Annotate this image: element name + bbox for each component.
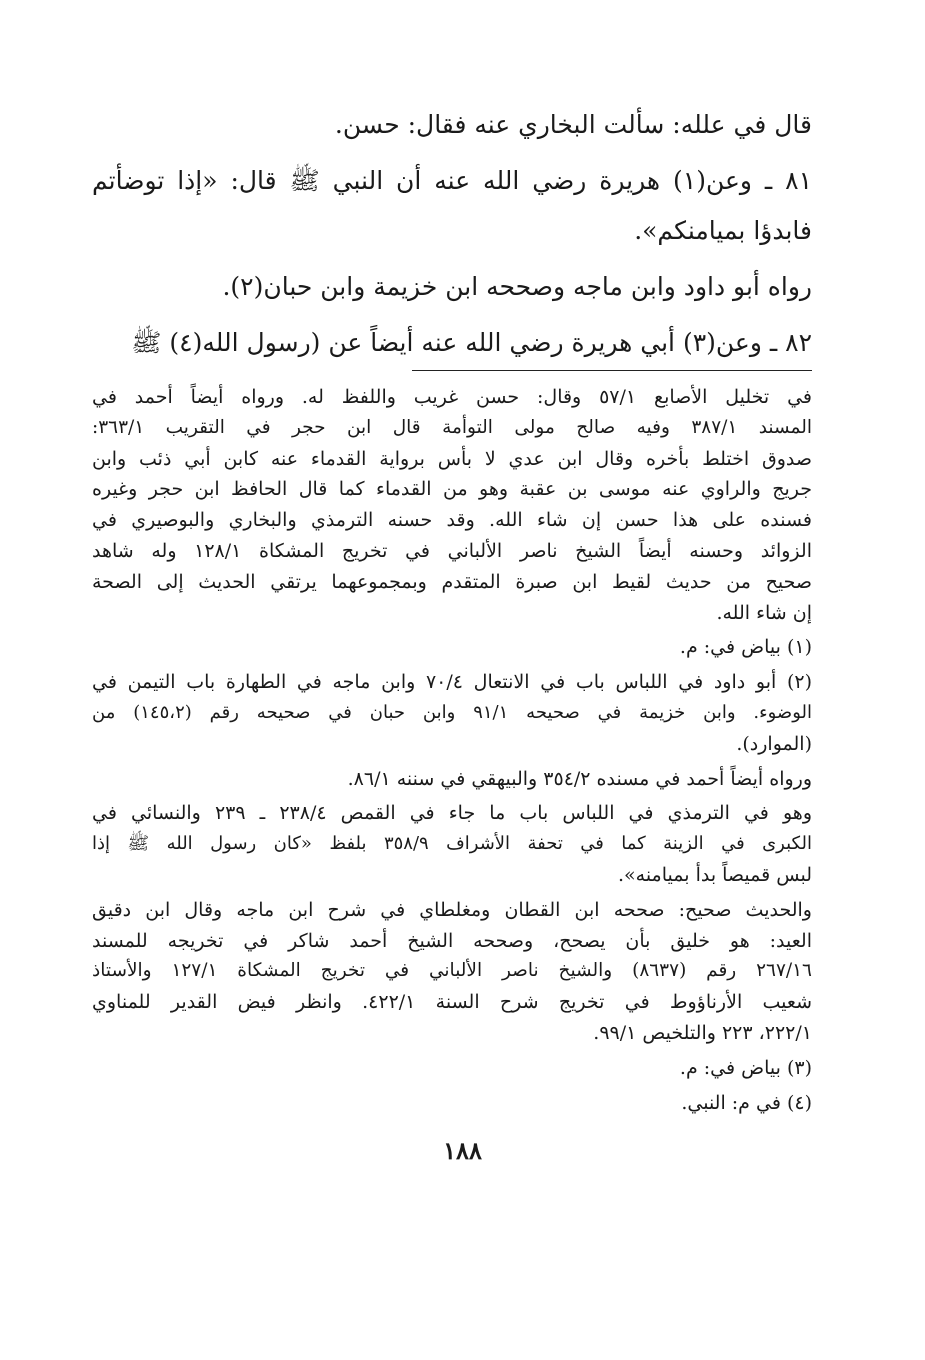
page-number: ١٨٨ <box>443 1136 482 1165</box>
book-page <box>92 100 812 1300</box>
footnote-line: (٢) أبو داود في اللباس باب في الانتعال ٧٠/٤ وابن ماجه في الطهارة باب التيمن في <box>92 671 812 694</box>
footnote-line: في تخليل الأصابع ٥٧/١ وقال: حسن غريب واللفظ له. ورواه أيضاً أحمد في <box>92 386 812 408</box>
main-text <box>92 100 812 368</box>
footnote-line: ٢٢٢/١، ٢٢٣ والتلخيص ٩٩/١. <box>593 1021 812 1044</box>
footnote <box>92 895 812 1049</box>
footnote-line: الكبرى في الزينة كما في تحفة الأشراف ٣٥٨/٩ بلفظ «كان رسول الله ﷺ إذا <box>92 833 812 855</box>
footnote-line: (٣) بياض في: م. <box>679 1056 812 1079</box>
footnote-line: فسنده على هذا حسن إن شاء الله. وقد حسنه الترمذي والبخاري والبوصيري في <box>92 509 812 532</box>
footnote <box>92 1088 812 1119</box>
main-paragraph <box>92 318 812 368</box>
footnotes <box>92 382 812 1122</box>
footnote <box>92 1053 812 1084</box>
footnote <box>92 382 812 628</box>
footnote <box>92 667 812 759</box>
main-line: فابدؤا بميامنكم». <box>634 216 812 245</box>
footnote-line: (الموارد). <box>736 732 812 755</box>
footnote-line: الوضوء. وابن خزيمة في صحيحه ٩١/١ وابن حبان في صحيحه رقم (١٤٥،٢) من <box>92 701 812 723</box>
footnote-line: والحديث صحيح: صححه ابن القطان ومغلطاي في شرح ابن ماجه وقال ابن دقيق <box>92 898 812 921</box>
footnote <box>92 798 812 890</box>
footnote-line: الزوائد وحسنه أيضاً الشيخ ناصر الألباني في تخريج المشكاة ١٢٨/١ وله شاهد <box>92 539 812 562</box>
footnote-line: إن شاء الله. <box>716 601 812 624</box>
footnote-line: ٢٦٧/١٦ رقم (٨٦٣٧) والشيخ ناصر الألباني في تخريج المشكاة ١٢٧/١ والأستاذ <box>92 960 812 982</box>
footnote-line: ورواه أيضاً أحمد في مسنده ٣٥٤/٢ والبيهقي في سننه ٨٦/١. <box>347 767 812 790</box>
main-line: ٨١ ـ وعن(١) هريرة رضي الله عنه أن النبي ﷺ قال: «إذا توضأتم <box>92 166 812 195</box>
footnote-line: وهو في الترمذي في اللباس باب ما جاء في القمص ٢٣٨/٤ ـ ٢٣٩ والنسائي في <box>92 802 812 825</box>
footnote-line: لبس قميصاً بدأ بميامنه». <box>617 863 812 886</box>
footnote-line: شعيب الأرناؤوط في تخريج شرح السنة ٤٢٢/١. وانظر فيض القدير للمناوي <box>92 991 812 1014</box>
main-paragraph <box>92 100 812 150</box>
footnote <box>92 764 812 795</box>
main-line: رواه أبو داود وابن ماجه وصححه ابن خزيمة وابن حبان(٢). <box>222 272 812 301</box>
footnote-line: جريج والراوي عنه موسى بن عقبة وهو من القدماء كما قال الحافظ ابن حجر وغيره <box>92 478 812 501</box>
footnote-line: (٤) في م: النبي. <box>681 1091 812 1114</box>
footnote-line: المسند ٣٨٧/١ وفيه صالح مولى التوأمة قال ابن حجر في التقريب ٣٦٣/١: <box>92 416 812 438</box>
footnote-line: صحيح من حديث لقيط ابن صبرة المتقدم وبمجموعهما يرتقي الحديث إلى الصحة <box>92 570 812 593</box>
main-line: قال في علله: سألت البخاري عنه فقال: حسن. <box>334 110 812 139</box>
footnote-line: العيد: هو خليق بأن يصحح، وصححه الشيخ أحمد شاكر في تخريجه للمسند <box>92 929 812 952</box>
main-line: ٨٢ ـ وعن(٣) أبي هريرة رضي الله عنه أيضاً عن (رسول الله(٤) ﷺ <box>131 328 812 357</box>
footnote-line: (١) بياض في: م. <box>679 636 812 659</box>
footnote-line: صدوق اختلط بأخره وقال ابن عدي لا بأس برواية القدماء عنه كابن أبي ذئب وابن <box>92 447 812 470</box>
footnote-separator <box>412 370 812 371</box>
main-paragraph <box>92 156 812 256</box>
main-paragraph <box>92 262 812 312</box>
footnote <box>92 632 812 663</box>
